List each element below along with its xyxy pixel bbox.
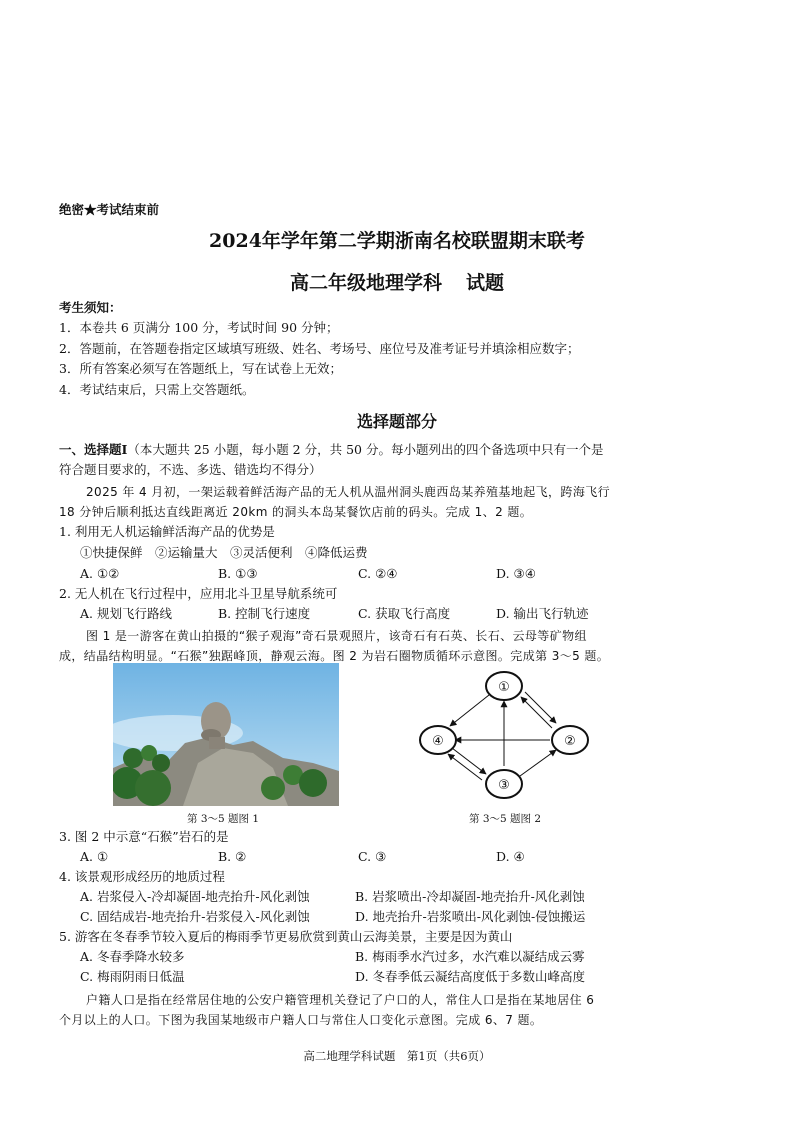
notice-item: 1．本卷共 6 页满分 100 分，考试时间 90 分钟； [59,320,339,335]
subtitle-subject: 高二年级地理学科 [289,272,442,294]
page-footer: 高二地理学科试题 第1页（共6页） [303,1049,491,1063]
rock-cycle-diagram [410,668,600,800]
option-d: D. 地壳抬升-岩浆喷出-风化剥蚀-侵蚀搬运 [355,909,586,924]
arrow-1-to-4 [450,695,489,726]
notice-item: 4．考试结束后，只需上交答题纸。 [59,382,255,397]
option-b: B. 岩浆喷出-冷却凝固-地壳抬升-风化剥蚀 [355,889,585,904]
option-a: A. ①② [80,566,120,581]
arrow-2-to-1 [521,697,552,728]
notice-heading: 考生须知： [59,300,122,315]
notice-item: 2．答题前，在答题卷指定区域填写班级、姓名、考场号、座位号及准考证号并填涂相应数字； [59,341,580,356]
question-stem: 5. 游客在冬春季节较入夏后的梅雨季节更易欣赏到黄山云海美景，主要是因为黄山 [59,929,513,944]
part-description [59,440,603,460]
question-stem: 3. 图 2 中示意“石猴”岩石的是 [59,829,229,844]
monkey-rock-photo [113,663,339,806]
exam-title: 2024年学年第二学期浙南名校联盟期末联考 [209,230,585,252]
passage-line: 户籍人口是指在经常居住地的公安户籍管理机关登记了户口的人，常住人口是指在某地居住 6 [86,993,595,1007]
passage-line: 18 分钟后顺利抵达直线距离近 20km 的洞头本岛某餐饮店前的码头。完成 1、2 题。 [59,505,533,519]
section-title: 选择题部分 [356,412,437,431]
option-d: D. 输出飞行轨迹 [496,606,589,621]
node-label: ② [564,734,576,749]
figure2-caption: 第 3～5 题图 2 [469,813,542,825]
option-a: A. ① [80,849,109,864]
option-c: C. ③ [358,849,387,864]
option-c: C. 获取飞行高度 [358,606,451,621]
passage-line: 成，结晶结构明显。“石猴”独踞峰顶，静观云海。图 2 为岩石圈物质循环示意图。完成第 3～5 题。 [59,649,610,663]
arrow-3-to-2 [520,750,556,776]
notice-item: 3．所有答案必须写在答题纸上，写在试卷上无效； [59,361,342,376]
passage-line: 个月以上的人口。下图为我国某地级市户籍人口与常住人口变化示意图。完成 6、7 题。 [59,1013,543,1027]
option-a: A. 规划飞行路线 [80,606,172,621]
option-b: B. 控制飞行速度 [218,606,311,621]
option-b: B. 梅雨季水汽过多，水汽难以凝结成云雾 [355,949,585,964]
arrow-1-to-2 [525,692,556,723]
node-label: ④ [432,734,444,749]
option-c: C. 梅雨阴雨日低温 [80,969,185,984]
question-stem: 2. 无人机在飞行过程中，应用北斗卫星导航系统可 [59,586,338,601]
part-desc-line: （本大题共 25 小题，每小题 2 分，共 50 分。每小题列出的四个备选项中只有一个是 [127,442,604,457]
exam-subtitle [0,268,794,295]
figure1-caption: 第 3～5 题图 1 [187,813,260,825]
subtitle-paper: 试题 [466,272,505,294]
option-b: B. ①③ [218,566,258,581]
option-a: A. 冬春季降水较多 [80,949,185,964]
option-d: D. 冬春季低云凝结高度低于多数山峰高度 [355,969,586,984]
option-a: A. 岩浆侵入-冷却凝固-地壳抬升-风化剥蚀 [80,889,310,904]
passage-line: 图 1 是一游客在黄山拍摄的“猴子观海”奇石景观照片，该奇石有石英、长石、云母等矿物组 [86,629,587,643]
option-b: B. ② [218,849,247,864]
passage-line: 2025 年 4 月初，一架运载着鲜活海产品的无人机从温州洞头鹿西岛某养殖基地起飞，跨海飞行 [86,485,611,499]
node-label: ③ [498,778,510,793]
confidential-mark: 绝密★考试结束前 [59,202,160,217]
option-c: C. 固结成岩-地壳抬升-岩浆侵入-风化剥蚀 [80,909,310,924]
question-stem: 1. 利用无人机运输鲜活海产品的优势是 [59,524,275,539]
option-d: D. ③④ [496,566,536,581]
part-desc-line: 符合题目要求的，不选、多选、错选均不得分） [59,462,322,477]
node-label: ① [498,680,510,695]
question-statements: ①快捷保鲜 ②运输量大 ③灵活便利 ④降低运费 [80,545,368,560]
option-d: D. ④ [496,849,525,864]
question-stem: 4. 该景观形成经历的地质过程 [59,869,225,884]
part-label: 一、选择题Ⅰ [59,442,128,457]
option-c: C. ②④ [358,566,398,581]
